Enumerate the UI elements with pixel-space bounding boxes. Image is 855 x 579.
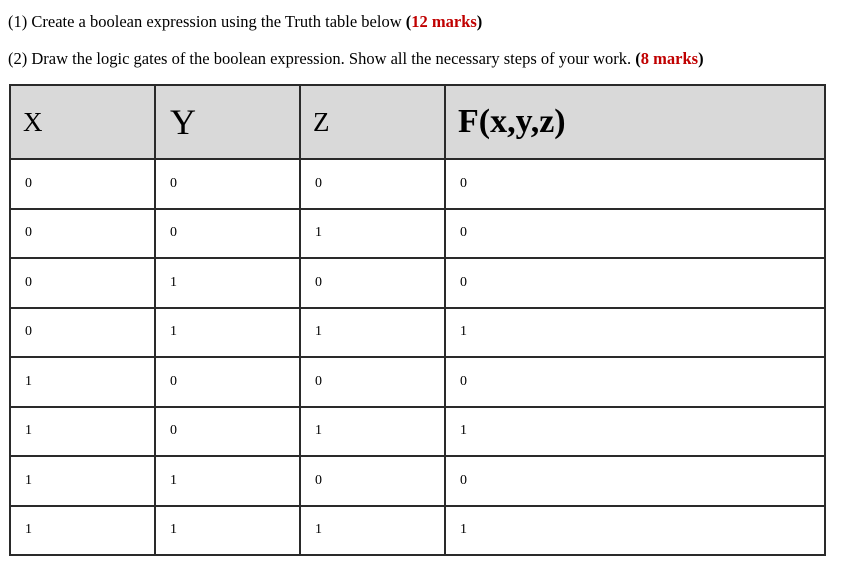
table-cell: 0 (10, 159, 155, 209)
table-cell: 1 (10, 357, 155, 407)
question-1-marks: 12 marks (411, 12, 477, 31)
table-cell: 0 (445, 258, 825, 308)
header-f: F(x,y,z) (445, 85, 825, 159)
table-cell: 0 (445, 357, 825, 407)
table-cell: 0 (155, 209, 300, 259)
table-row (10, 456, 825, 506)
table-cell: 0 (10, 308, 155, 358)
table-cell: 0 (300, 456, 445, 506)
table-cell: 1 (10, 506, 155, 556)
truth-table (9, 84, 826, 556)
question-2-marks: 8 marks (640, 49, 699, 68)
table-cell: 0 (10, 209, 155, 259)
table-cell: 0 (445, 159, 825, 209)
table-row (10, 159, 825, 209)
table-cell: 1 (300, 506, 445, 556)
table-cell: 0 (300, 357, 445, 407)
table-cell: 1 (155, 308, 300, 358)
table-cell: 1 (155, 258, 300, 308)
table-cell: 0 (155, 357, 300, 407)
table-cell: 1 (300, 209, 445, 259)
table-row (10, 357, 825, 407)
header-z: Z (300, 85, 445, 159)
table-cell: 1 (300, 308, 445, 358)
table-row (10, 506, 825, 556)
header-x: X (10, 85, 155, 159)
table-cell: 0 (155, 407, 300, 457)
table-cell: 1 (445, 506, 825, 556)
table-cell: 1 (445, 407, 825, 457)
question-2-text: (2) Draw the logic gates of the boolean expression. Show all the necessary steps of your work. (8, 49, 636, 68)
table-row (10, 209, 825, 259)
truth-table-header-row (10, 85, 825, 159)
question-1: (1) Create a boolean expression using the Truth table below (12 marks) (8, 12, 483, 31)
table-cell: 0 (300, 258, 445, 308)
table-cell: 1 (10, 407, 155, 457)
table-cell: 1 (10, 456, 155, 506)
table-cell: 0 (155, 159, 300, 209)
table-row (10, 308, 825, 358)
table-cell: 1 (155, 456, 300, 506)
table-cell: 0 (445, 209, 825, 259)
table-cell: 1 (445, 308, 825, 358)
table-cell: 1 (300, 407, 445, 457)
question-2: (2) Draw the logic gates of the boolean expression. Show all the necessary steps of your work. (8 marks) (8, 49, 704, 68)
table-row (10, 407, 825, 457)
table-cell: 1 (155, 506, 300, 556)
question-1-text: (1) Create a boolean expression using the Truth table below (8, 12, 406, 31)
table-cell: 0 (300, 159, 445, 209)
header-y: Y (155, 85, 300, 159)
table-cell: 0 (445, 456, 825, 506)
table-cell: 0 (10, 258, 155, 308)
table-row (10, 258, 825, 308)
